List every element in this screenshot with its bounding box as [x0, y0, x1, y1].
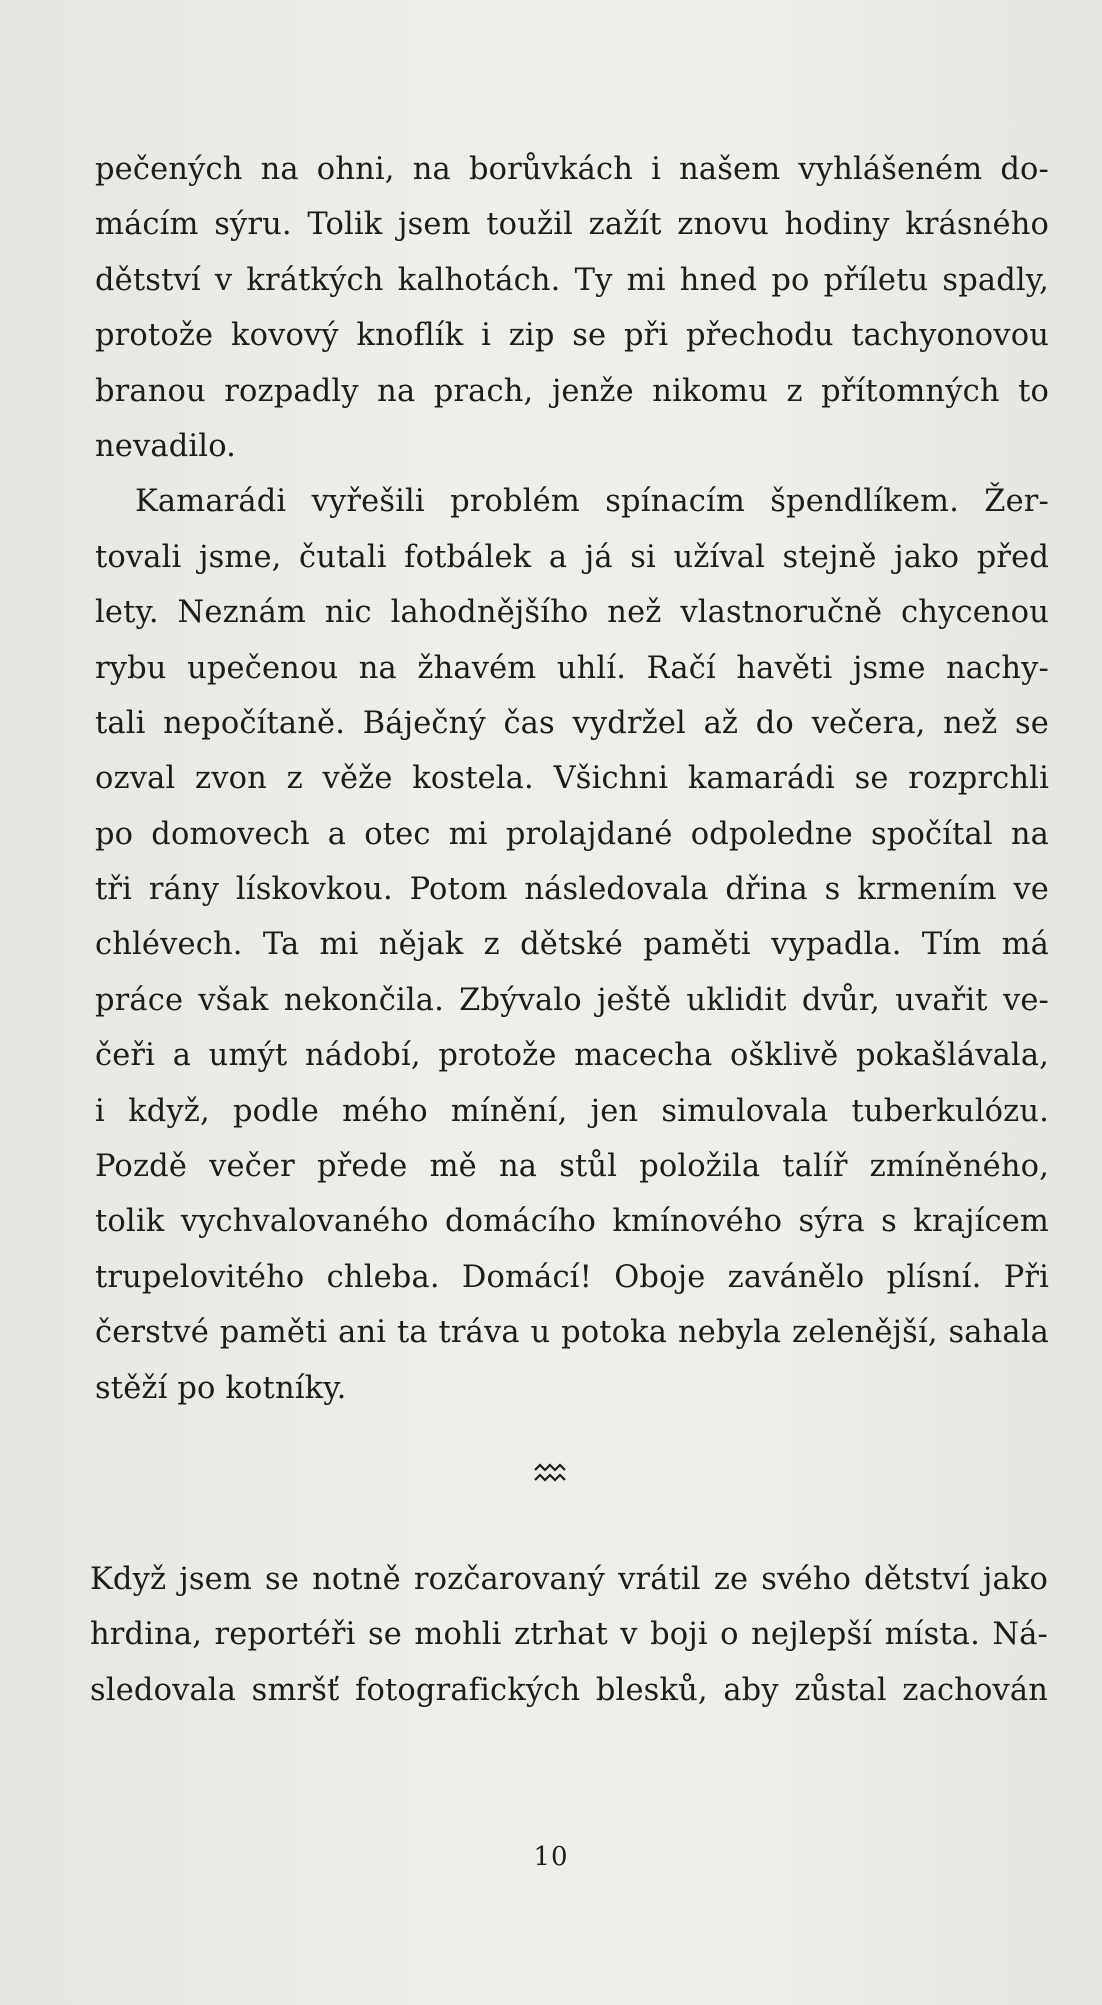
page-number: 10: [533, 1842, 569, 1872]
text-line: tři rány lískovkou. Potom následovala dřina s krmením ve: [95, 872, 1049, 908]
text-line: i když, podle mého mínění, jen simulovala tuberkulózu.: [95, 1093, 1049, 1129]
section-break-wave-icon: [0, 1462, 1102, 1492]
text-line: protože kovový knoflík i zip se při přechodu tachyonovou: [95, 318, 1049, 354]
paragraph: [90, 1552, 1048, 1718]
text-line: čeři a umýt nádobí, protože macecha ošklivě pokašlávala,: [95, 1038, 1049, 1074]
text-line: rybu upečenou na žhavém uhlí. Račí havěti jsme nachy-: [95, 650, 1049, 686]
paragraph: [95, 474, 1049, 1416]
text-block-main: [95, 142, 1049, 1416]
text-line: po domovech a otec mi prolajdané odpoledne spočítal na: [95, 816, 1049, 852]
text-line: Pozdě večer přede mě na stůl položila talíř zmíněného,: [95, 1149, 1049, 1185]
text-line: branou rozpadly na prach, jenže nikomu z přítomných to: [95, 373, 1049, 409]
text-line: pečených na ohni, na borůvkách i našem vyhlášeném do-: [95, 152, 1049, 187]
text-line: hrdina, reportéři se mohli ztrhat v boji o nejlepší místa. Ná-: [90, 1617, 1048, 1653]
text-line: stěží po kotníky.: [95, 1370, 347, 1406]
text-line: tolik vychvalovaného domácího kmínového sýra s krajícem: [95, 1204, 1049, 1240]
text-line: tovali jsme, čutali fotbálek a já si užíval stejně jako před: [95, 539, 1049, 575]
text-line: tali nepočítaně. Báječný čas vydržel až do večera, než se: [95, 705, 1049, 741]
text-line: mácím sýru. Tolik jsem toužil zažít znovu hodiny krásného: [95, 207, 1049, 243]
text-line: práce však nekončila. Zbývalo ještě uklidit dvůr, uvařit ve-: [95, 982, 1049, 1018]
text-line: čerstvé paměti ani ta tráva u potoka nebyla zelenější, sahala: [95, 1315, 1049, 1351]
text-block-section: [90, 1552, 1048, 1718]
text-line: ozval zvon z věže kostela. Všichni kamarádi se rozprchli: [95, 761, 1049, 797]
text-line: chlévech. Ta mi nějak z dětské paměti vypadla. Tím má: [95, 927, 1049, 963]
text-line: dětství v krátkých kalhotách. Ty mi hned po příletu spadly,: [95, 262, 1049, 298]
text-line: lety. Neznám nic lahodnějšího než vlastnoručně chycenou: [95, 595, 1049, 631]
paragraph: [95, 142, 1049, 474]
text-line: nevadilo.: [95, 428, 237, 464]
text-line: Když jsem se notně rozčarovaný vrátil ze svého dětství jako: [90, 1562, 1048, 1597]
text-line: sledovala smršť fotografických blesků, aby zůstal zachován: [90, 1672, 1048, 1708]
text-line: Kamarádi vyřešili problém spínacím špendlíkem. Žer-: [135, 484, 1049, 520]
text-line: trupelovitého chleba. Domácí! Oboje zavánělo plísní. Při: [95, 1259, 1049, 1295]
